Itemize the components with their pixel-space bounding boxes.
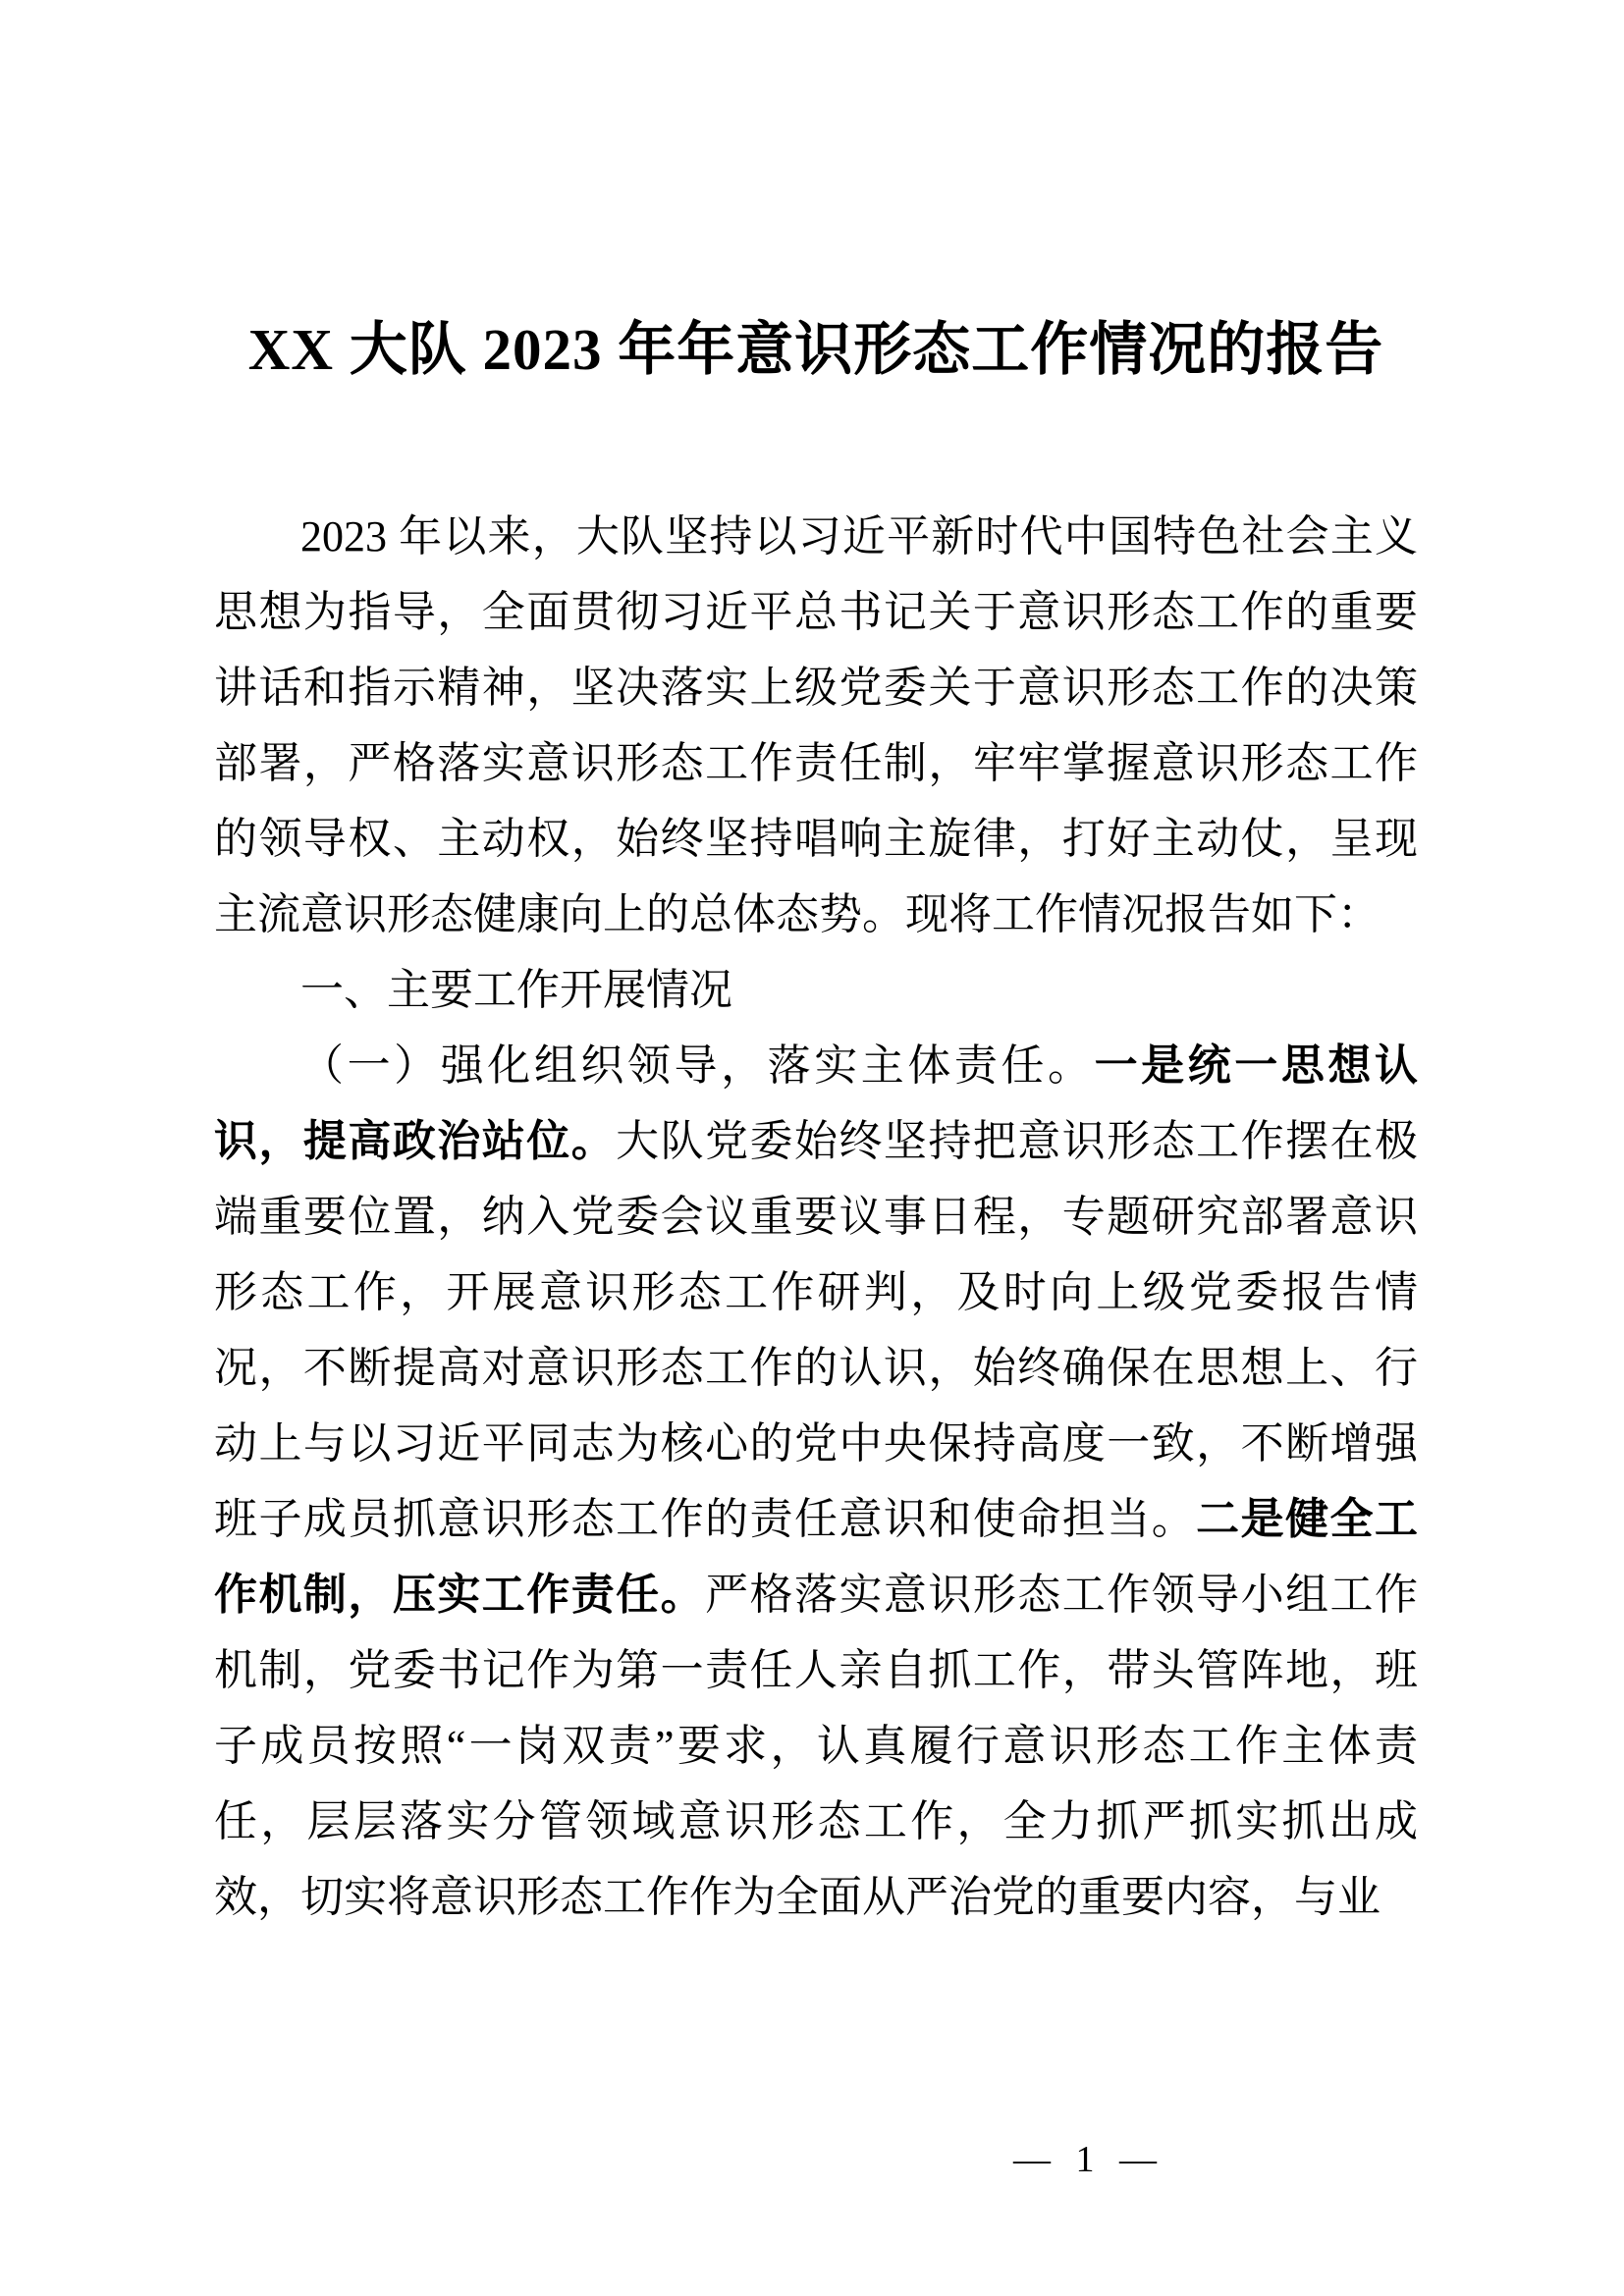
paragraph: [214, 1028, 1418, 1935]
document-title: XX 大队 2023 年年意识形态工作情况的报告: [247, 317, 1384, 382]
text-run: 大队党委始终坚持把意识形态工作摆在极端重要位置，纳入党委会议重要议事日程，专题研究部署意识形态工作，开展意识形态工作研判，及时向上级党委报告情况，不断提高对意识形态工作的认识，始终确保在思想上、行动上与以习近平同志为核心的党中央保持高度一致，不断增强班子成员抓意识形态工作的责任意识和使命担当。: [214, 1117, 1419, 1543]
bold-run: 一是统一思想认识，提高政治站位。: [214, 1041, 1419, 1165]
document-body: [214, 499, 1418, 1935]
paragraph: [214, 952, 1418, 1028]
text-run: （一）强化组织领导，落实主体责任。: [300, 1041, 1095, 1090]
bold-run: 二是健全工作机制，压实工作责任。: [214, 1495, 1419, 1619]
text-run: 严格落实意识形态工作领导小组工作机制，党委书记作为第一责任人亲自抓工作，带头管阵地，班子成员按照“一岗双责”要求，认真履行意识形态工作主体责任，层层落实分管领域意识形态工作，全力抓严抓实抓出成效，切实将意识形态工作作为全面从严治党的重要内容，与业: [214, 1571, 1418, 1921]
document-content: [214, 310, 1418, 1935]
text-run: 2023 年以来，大队坚持以习近平新时代中国特色社会主义思想为指导，全面贯彻习近平总书记关于意识形态工作的重要讲话和指示精神，坚决落实上级党委关于意识形态工作的决策部署，严格落实意识形态工作责任制，牢牢掌握意识形态工作的领导权、主动权，始终坚持唱响主旋律，打好主动仗，呈现主流意识形态健康向上的总体态势。现将工作情况报告如下：: [214, 512, 1418, 938]
page-number: — 1 —: [1013, 2139, 1157, 2180]
paragraph: [214, 499, 1418, 952]
text-run: 一、主要工作开展情况: [300, 966, 732, 1014]
